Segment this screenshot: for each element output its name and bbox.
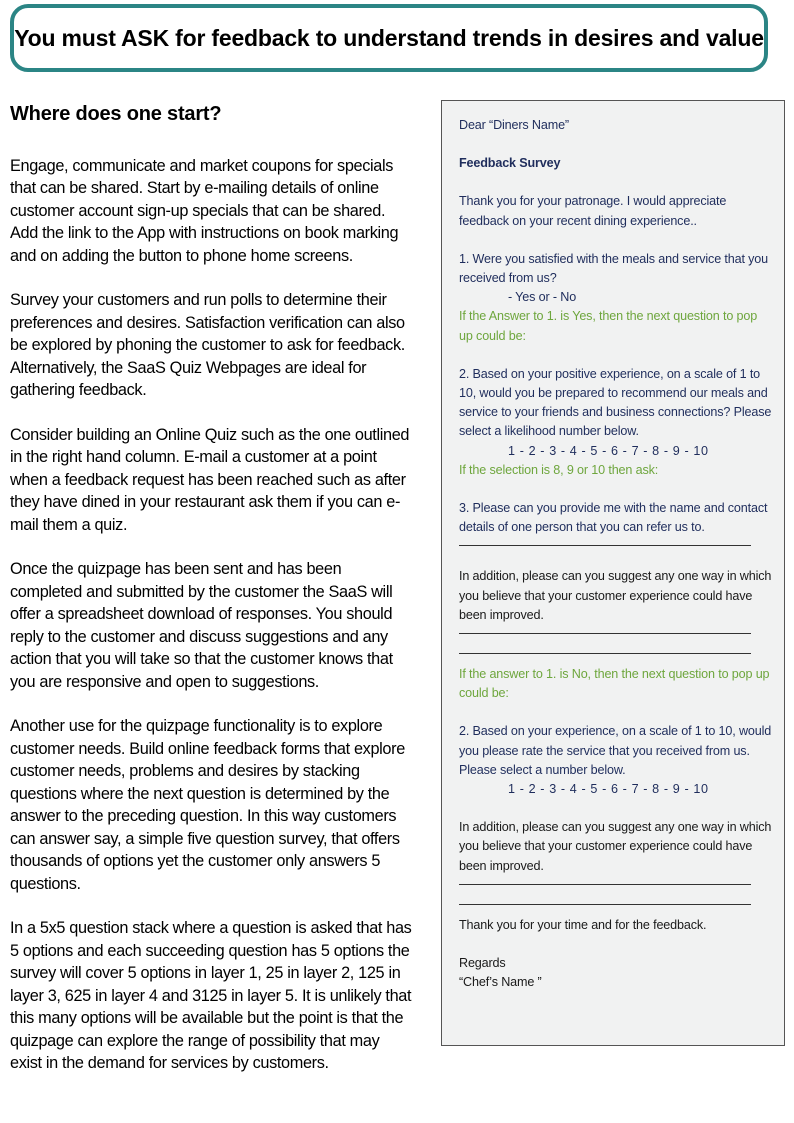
survey-suggestion-no: In addition, please can you suggest any one way in which you believe that your customer experience could have been improved. bbox=[459, 820, 772, 873]
survey-suggestion-yes: In addition, please can you suggest any one way in which you believe that your customer experience could have been improved. bbox=[459, 569, 772, 622]
banner-title: You must ASK for feedback to understand trends in desires and value bbox=[14, 24, 764, 51]
survey-branch-no: If the answer to 1. is No, then the next question to pop up could be: bbox=[459, 667, 770, 701]
answer-line bbox=[459, 537, 751, 546]
survey-question-2-yes: 2. Based on your positive experience, on a scale of 1 to 10, would you be prepared to recommend our meals and service to your friends and business connections? Please select a likelihood number below. bbox=[459, 366, 772, 439]
survey-signature: “Chef’s Name ” bbox=[459, 975, 542, 990]
survey-scale-no: 1 - 2 - 3 - 4 - 5 - 6 - 7 - 8 - 9 - 10 bbox=[508, 782, 709, 797]
paragraph-customer-needs: Another use for the quizpage functionality is to explore customer needs. Build online feedback forms that explore customer needs, problems and desires by stacking questions where the next question is determined by the answer to the preceding question. In this way customers can answer say, a simple five question survey, that offers thousands of options yet the customer only answers 5 questions. bbox=[10, 717, 405, 893]
article-column bbox=[10, 100, 414, 1097]
survey-question-1: 1. Were you satisfied with the meals and service that you received from us? bbox=[459, 251, 769, 286]
survey-greeting: Dear “Diners Name” bbox=[459, 118, 569, 132]
paragraph-online-quiz: Consider building an Online Quiz such as the one outlined in the right hand column. E-mail a customer at a point when a feedback request has been reached such as after they have dined in your restaurant ask them if you can e-mail them a quiz. bbox=[10, 425, 410, 534]
paragraph-survey: Survey your customers and run polls to determine their preferences and desires. Satisfaction verification can also be explored by phoning the customer to ask for feedback. Alternatively, the SaaS Quiz Webpages are ideal for gathering feedback. bbox=[10, 291, 405, 399]
survey-regards: Regards bbox=[459, 956, 506, 971]
survey-branch-8-10: If the selection is 8, 9 or 10 then ask: bbox=[459, 462, 659, 477]
answer-line bbox=[459, 625, 751, 634]
answer-line bbox=[459, 876, 751, 885]
survey-thanks: Thank you for your time and for the feedback. bbox=[459, 917, 707, 932]
paragraph-coupons: Engage, communicate and market coupons for specials that can be shared. Start by e-mailing details of online customer account sign-up specials that can be shared. Add the link to the App with instructions on book marking and on adding the button to phone home screens. bbox=[10, 156, 399, 265]
survey-branch-yes: If the Answer to 1. is Yes, then the next question to pop up could be: bbox=[459, 309, 758, 343]
survey-question-2-no: 2. Based on your experience, on a scale of 1 to 10, would you please rate the service that you received from us. Please select a number below. bbox=[459, 724, 772, 777]
paragraph-question-stack: In a 5x5 question stack where a question is asked that has 5 options and each succeeding question has 5 options the survey will cover 5 options in layer 1, 25 in layer 2, 125 in layer 3, 625 in layer 4 and 3125 in layer 5. It is unlikely that this many options will be available but the point is that the quizpage can explore the range of possibility that may exist in the demand for services by customers. bbox=[10, 919, 412, 1072]
survey-title: Feedback Survey bbox=[459, 156, 561, 171]
answer-line bbox=[459, 896, 751, 905]
feedback-survey-panel bbox=[441, 100, 785, 1046]
survey-question-3: 3. Please can you provide me with the name and contact details of one person that you can refer us to. bbox=[459, 501, 768, 535]
survey-scale-yes: 1 - 2 - 3 - 4 - 5 - 6 - 7 - 8 - 9 - 10 bbox=[508, 443, 709, 458]
survey-intro: Thank you for your patronage. I would appreciate feedback on your recent dining experience.. bbox=[459, 194, 727, 228]
paragraph-quizpage-responses: Once the quizpage has been sent and has been completed and submitted by the customer the SaaS will offer a spreadsheet download of responses. You should reply to the customer and discuss suggestions and any action that you will take so that the customer knows that you are responsive and open to suggestions. bbox=[10, 560, 393, 691]
answer-line bbox=[459, 645, 751, 654]
section-heading: Where does one start? bbox=[10, 103, 222, 125]
header-banner bbox=[10, 4, 768, 72]
survey-question-1-options: - Yes or - No bbox=[508, 290, 577, 305]
